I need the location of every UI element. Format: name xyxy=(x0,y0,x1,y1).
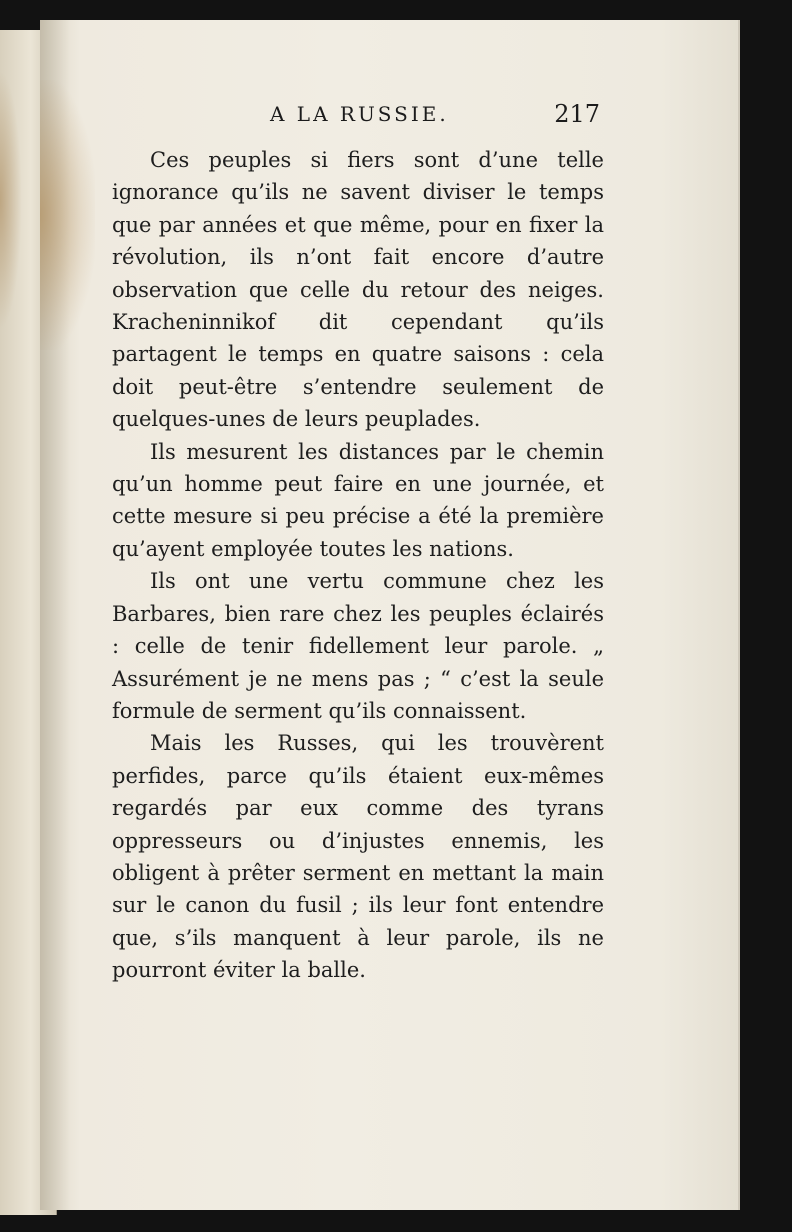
page-body xyxy=(112,144,604,987)
page-number: 217 xyxy=(554,100,600,128)
foxing-stain xyxy=(0,70,22,330)
paragraph: Mais les Russes, qui les trouvèrent perfides, parce qu’ils étaient eux-mêmes regardés par eux comme des tyrans oppresseurs ou d’injustes ennemis, les obligent à prêter serment en mettant la main sur le canon du fusil ; ils leur font entendre que, s’ils manquent à leur parole, ils ne pourront éviter la balle. xyxy=(112,731,604,983)
page-header xyxy=(230,100,600,134)
paragraph: Ils ont une vertu commune chez les Barbares, bien rare chez les peuples éclairés : celle de tenir fidellement leur parole. „ Assurément je ne mens pas ; “ c’est la seule formule de serment qu’ils connaissent. xyxy=(112,569,604,723)
paragraph: Ces peuples si fiers sont d’une telle ignorance qu’ils ne savent diviser le temps que par années et que même, pour en fixer la révolution, ils n’ont fait encore d’autre observation que celle du retour des neiges. Kracheninnikof dit cependant qu’ils partagent le temps en quatre saisons : cela doit peut-être s’entendre seulement de quelques-unes de leurs peuplades. xyxy=(112,148,604,432)
paragraph: Ils mesurent les distances par le chemin qu’un homme peut faire en une journée, et cette mesure si peu précise a été la première qu’ayent employée toutes les nations. xyxy=(112,439,604,561)
running-head: A LA RUSSIE. xyxy=(270,102,449,126)
foxing-stain xyxy=(40,80,95,350)
